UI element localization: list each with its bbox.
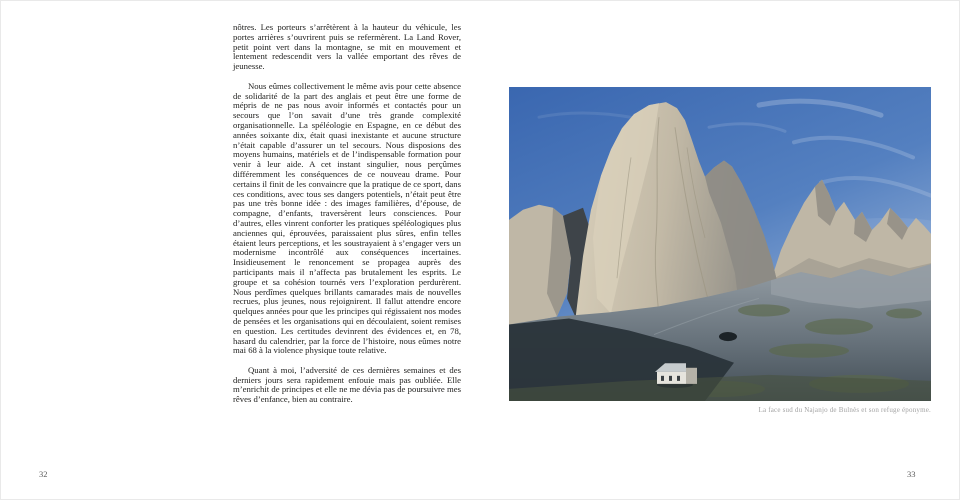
- hut-windows: [661, 376, 680, 381]
- paragraph: Quant à moi, l’adversité de ces dernières semaines et des derniers jours sera rapidement enfouie mais pas oubliée. Elle m’enrichit de principes et elle ne me dévia pas de poursuivre mes rêves d’enfance, bien au contraire.: [233, 364, 461, 405]
- mountain-photo: [509, 87, 931, 401]
- photo-caption: La face sud du Najanjo de Bulnès et son refuge éponyme.: [758, 406, 931, 414]
- paragraph: Nous eûmes collectivement le même avis pour cette absence de solidarité de la part des anglais et peut être une forme de mépris de ne pas nous avoir informés et contactés pour un secours que l’on savait d’une très grande complexité organisationnelle. La spéléologie en Espagne, en ce début des années soixante dix, était quasi inexistante et aucune structure n’était capable d’assurer un tel secours. Nous disposions des moyens humains, matériels et de l’indispensable formation pour venir à leur aide. A cet instant singulier, nous perçûmes différemment les conséquences de ce nouveau drame. Pour certains il finit de les convaincre que la pratique de ce sport, dans ces conditions, avec tous ses dangers potentiels, n’était peut être pas une très bonne idée : des images familières, d’épouse, de compagne, d’enfants, traversèrent leurs consciences. Pour d’autres, elles vinrent conforter les pratiques spéléologiques plus anciennes qui, éprouvées, paraissaient plus sûres, enfin telles étaient leurs perceptions, et les soustrayaient à s’engager vers un modernisme incontrôlé aux conséquences incertaines. Insidieusement le renoncement se propagea auprès des participants mais il n’affecta pas brutalement les esprits. Le groupe et sa cohésion tournés vers l’exploration perdurèrent. Nous perdîmes quelques brillants camarades mais de nouvelles recrues, plus jeunes, nous rejoignirent. Il fallut attendre encore quelques années pour que les principes qui régissaient nos modes de pensées et les organisations qui en découlaient, soient remises en question. Les certitudes devinrent des évidences et, en 78, hasard du calendrier, par la force de l’histoire, nous eûmes notre mai 68 à la violence physique toute relative.: [233, 80, 461, 356]
- body-text: [233, 23, 461, 415]
- page-number-left: 32: [39, 469, 48, 479]
- cave-spot: [719, 332, 737, 341]
- paragraph: nôtres. Les porteurs s’arrêtèrent à la hauteur du véhicule, les portes arrières s’ouvrirent puis se refermèrent. La Land Rover, petit point vert dans la montagne, se mit en mouvement et lentement redescendit vers la vallée emportant des rêves de jeunesse.: [233, 22, 461, 72]
- hut-annex: [686, 368, 697, 384]
- page-number-right: 33: [907, 469, 916, 479]
